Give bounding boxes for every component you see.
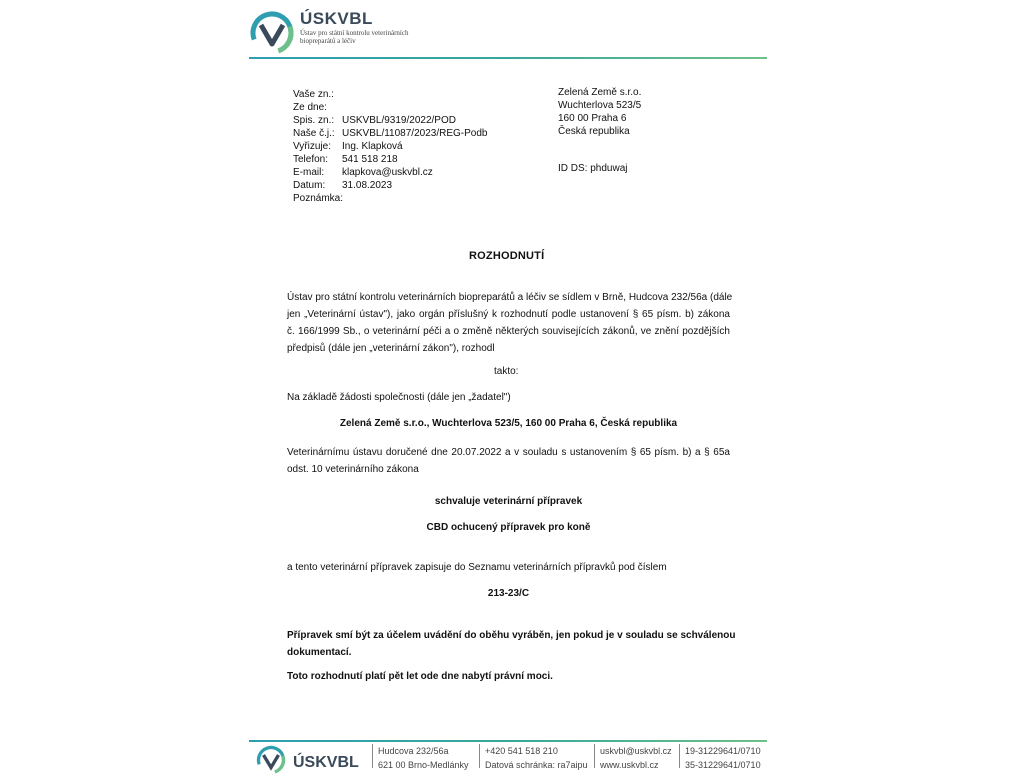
footer-text: Hudcova 232/56a (378, 746, 449, 756)
reference-value: USKVBL/11087/2023/REG-Podb (342, 128, 488, 139)
paragraph-line: č. 166/1999 Sb., o veterinární péči a o změně některých souvisejících zákonů, ve znění pozdějších (287, 326, 730, 337)
reference-label: Poznámka: (293, 193, 344, 204)
reference-value: Ing. Klapková (342, 141, 403, 152)
paragraph-line: předpisů (dále jen „veterinární zákon"), rozhodl (287, 343, 495, 354)
data-box-id: ID DS: phduwaj (558, 163, 628, 174)
takto-text: takto: (494, 366, 519, 377)
reference-value: USKVBL/9319/2022/POD (342, 115, 456, 126)
delivery-paragraph (287, 444, 730, 478)
footer-address (372, 744, 469, 768)
reference-row (293, 166, 487, 179)
reference-value: klapkova@uskvbl.cz (342, 167, 433, 178)
reference-row (293, 101, 487, 114)
address-line: Wuchterlova 523/5 (558, 100, 642, 111)
validity-statement: Toto rozhodnutí platí pět let ode dne nabytí právní moci. (287, 671, 553, 682)
reference-label: Spis. zn.: (293, 115, 335, 126)
footer-text: 19-31229641/0710 (685, 746, 761, 756)
reference-row (293, 153, 487, 166)
footer-text: 35-31229641/0710 (685, 760, 761, 770)
footer-logo-icon (253, 745, 289, 775)
footer-web (594, 744, 672, 768)
reference-label: E-mail: (293, 167, 325, 178)
uskvbl-logo-icon (249, 10, 295, 56)
footer-text: +420 541 518 210 (485, 746, 558, 756)
address-line: Česká republika (558, 126, 630, 137)
paragraph-line: Ústav pro státní kontrolu veterinárních biopreparátů a léčiv se sídlem v Brně, Hudcova 232/56a (dále (287, 292, 733, 303)
reference-row (293, 114, 487, 127)
reference-row (293, 127, 487, 140)
reference-row (293, 192, 487, 205)
header-divider (249, 57, 767, 59)
footer-logo-name: ÚSKVBL (293, 754, 359, 771)
logo-subtitle: Ústav pro státní kontrolu veterinárních biopreparátů a léčiv (300, 29, 409, 45)
reference-label: Datum: (293, 180, 326, 191)
reference-row (293, 140, 487, 153)
applicant-name: Zelená Země s.r.o., Wuchterlova 523/5, 160 00 Praha 6, Česká republika (339, 418, 678, 429)
reference-value: 541 518 218 (342, 154, 398, 165)
address-line: 160 00 Praha 6 (558, 113, 627, 124)
footer-accounts (679, 744, 761, 768)
reference-label: Vaše zn.: (293, 89, 334, 100)
register-line: a tento veterinární přípravek zapisuje do Seznamu veterinárních přípravků pod číslem (287, 562, 667, 573)
reference-row (293, 88, 487, 101)
reference-row (293, 179, 487, 192)
reference-label: Naše č.j.: (293, 128, 335, 139)
approval-statement: schvaluje veterinární přípravek (434, 496, 583, 507)
intro-paragraph (287, 289, 733, 357)
reference-value: 31.08.2023 (342, 180, 393, 191)
paragraph-line: jen „Veterinární ústav"), jako orgán příslušný k rozhodnutí podle ustanovení § 65 písm. b) zákona (287, 309, 730, 320)
footer-web-link[interactable]: www.uskvbl.cz (600, 760, 659, 770)
request-line: Na základě žádosti společnosti (dále jen „žadatel") (287, 392, 511, 403)
address-line: Zelená Země s.r.o. (558, 87, 642, 98)
document-title: ROZHODNUTÍ (469, 250, 545, 262)
paragraph-line: odst. 10 veterinárního zákona (287, 464, 419, 475)
footer-divider (249, 740, 767, 742)
footer-email-link[interactable]: uskvbl@uskvbl.cz (600, 746, 672, 756)
logo-name: ÚSKVBL (300, 9, 373, 28)
footer-text: 621 00 Brno-Medlánky (378, 760, 469, 770)
registration-number: 213-23/C (487, 588, 530, 599)
reference-label: Ze dne: (293, 102, 327, 113)
reference-label: Vyřizuje: (293, 141, 331, 152)
product-name: CBD ochucený přípravek pro koně (426, 522, 591, 533)
footer-contact (479, 744, 588, 768)
reference-block (293, 88, 487, 205)
footer-text: Datová schránka: ra7aipu (485, 760, 588, 770)
paragraph-line: Přípravek smí být za účelem uvádění do oběhu vyráběn, jen pokud je v souladu se schválenou (287, 630, 736, 641)
paragraph-line: dokumentací. (287, 647, 352, 658)
reference-label: Telefon: (293, 154, 329, 165)
paragraph-line: Veterinárnímu ústavu doručené dne 20.07.2022 a v souladu s ustanovením § 65 písm. b) a § 65a (287, 447, 730, 458)
condition-paragraph (287, 627, 736, 661)
recipient-address (558, 86, 641, 138)
